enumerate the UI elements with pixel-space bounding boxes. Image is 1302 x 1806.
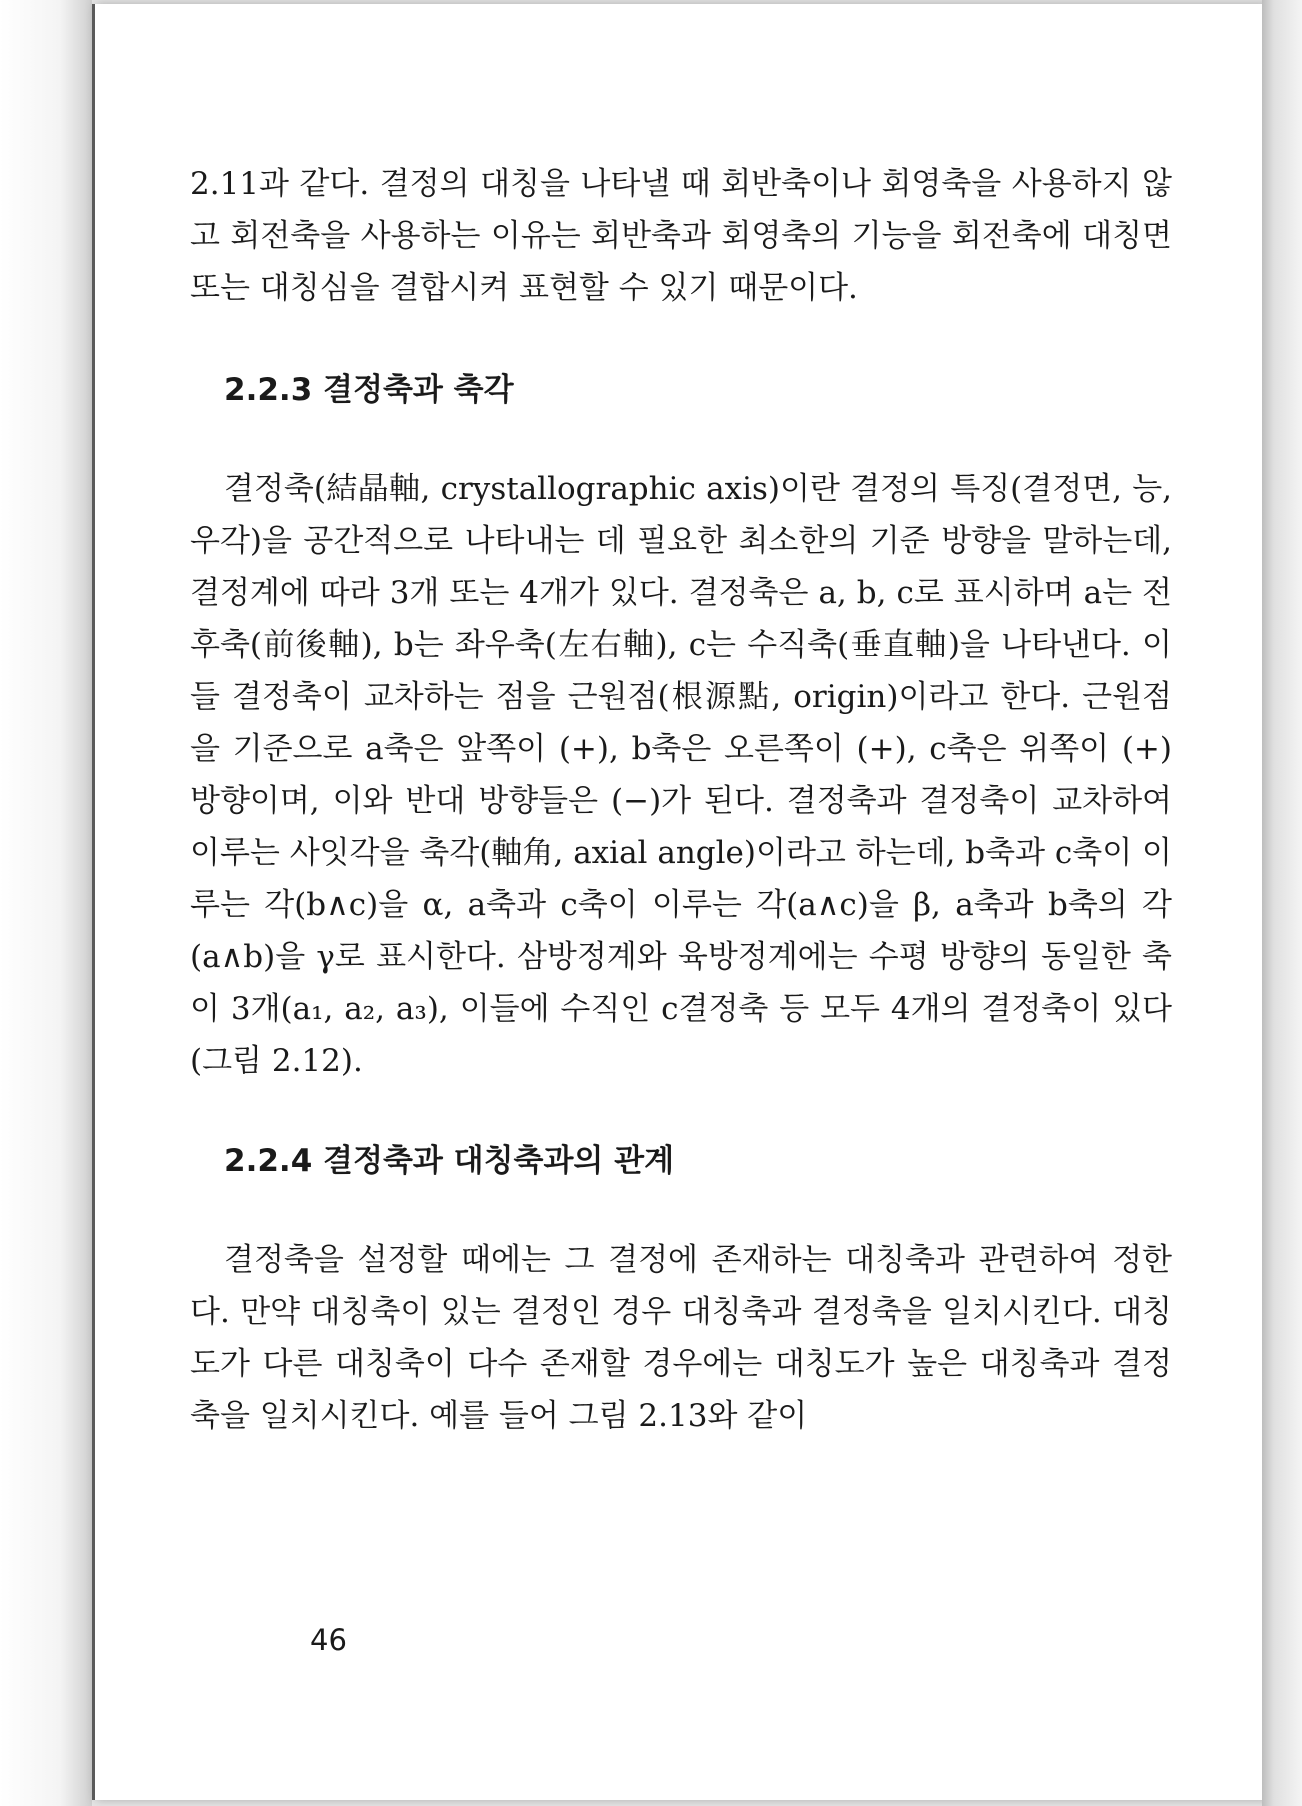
page-content bbox=[190, 158, 1172, 1442]
paragraph-intro: 2.11과 같다. 결정의 대칭을 나타낼 때 회반축이나 회영축을 사용하지 않고 회전축을 사용하는 이유는 회반축과 회영축의 기능을 회전축에 대칭면 또는 대칭심을 결합시켜 표현할 수 있기 때문이다. bbox=[190, 166, 1172, 306]
paragraph-axis-symmetry: 결정축을 설정할 때에는 그 결정에 존재하는 대칭축과 관련하여 정한다. 만약 대칭축이 있는 결정인 경우 대칭축과 결정축을 일치시킨다. 대칭도가 다른 대칭축이 다수 존재할 경우에는 대칭도가 높은 대칭축과 결정축을 일치시킨다. 예를 들어 그림 2.13와 같이 bbox=[190, 1242, 1172, 1434]
left-page-edge bbox=[0, 0, 92, 1806]
page-number: 46 bbox=[310, 1623, 347, 1657]
paragraph-crystal-axes: 결정축(結晶軸, crystallographic axis)이란 결정의 특징(결정면, 능, 우각)을 공간적으로 나타내는 데 필요한 최소한의 기준 방향을 말하는데, 결정계에 따라 3개 또는 4개가 있다. 결정축은 a, b, c로 표시하며 a는 전후축(前後軸), b는 좌우축(左右軸), c는 수직축(垂直軸)을 나타낸다. 이들 결정축이 교차하는 점을 근원점(根源點, origin)이라고 한다. 근원점을 기준으로 a축은 앞쪽이 (+), b축은 오른쪽이 (+), c축은 위쪽이 (+) 방향이며, 이와 반대 방향들은 (−)가 된다. 결정축과 결정축이 교차하여 이루는 사잇각을 축각(軸角, axial angle)이라고 하는데, b축과 c축이 이루는 각(b∧c)을 α, a축과 c축이 이루는 각(a∧c)을 β, a축과 b축의 각(a∧b)을 γ로 표시한다. 삼방정계와 육방정계에는 수평 방향의 동일한 축이 3개(a₁, a₂, a₃), 이들에 수직인 c결정축 등 모두 4개의 결정축이 있다(그림 2.12). bbox=[190, 471, 1172, 1079]
section-heading-2-2-4: 2.2.4 결정축과 대칭축과의 관계 bbox=[224, 1143, 675, 1179]
right-page-edge bbox=[1262, 0, 1302, 1806]
section-heading-2-2-3: 2.2.3 결정축과 축각 bbox=[224, 372, 514, 408]
